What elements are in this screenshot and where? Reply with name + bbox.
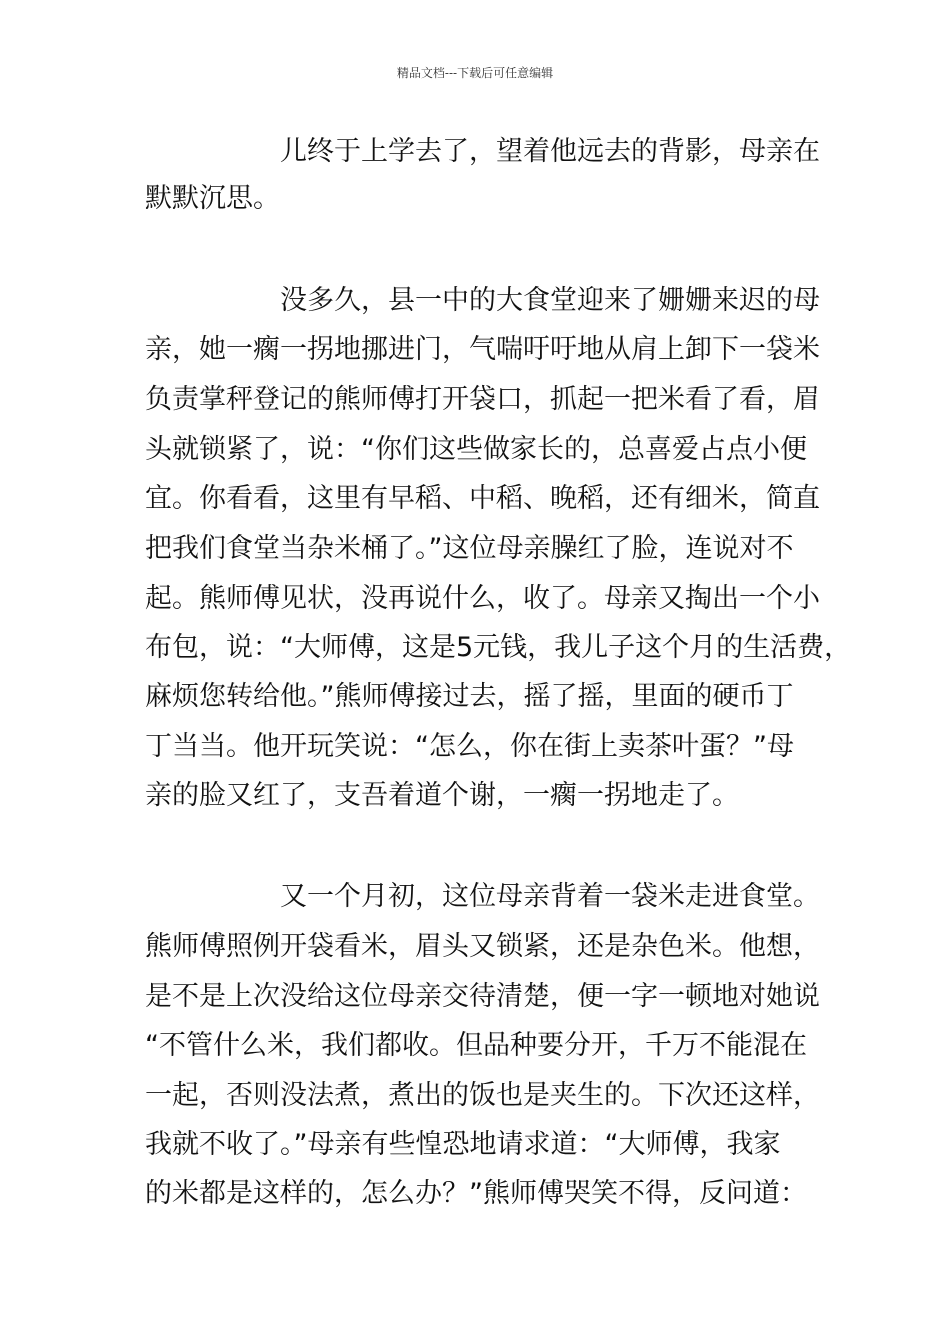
text-line: 没多久，县一中的大食堂迎来了姗姗来迟的母 [280,285,820,316]
text-line: 负责掌秤登记的熊师傅打开袋口，抓起一把米看了看，眉 [145,384,820,415]
text-line: 儿终于上学去了，望着他远去的背影，母亲在 [280,136,820,167]
text-line: 熊师傅照例开袋看米，眉头又锁紧，还是杂色米。他想， [145,931,820,962]
text-line: 又一个月初，这位母亲背着一袋米走进食堂。 [280,881,820,912]
text-line: 布包，说：“大师傅，这是5元钱，我儿子这个月的生活费， [145,632,852,663]
text-line: 起。熊师傅见状，没再说什么，收了。母亲又掏出一个小 [145,583,820,614]
text-line: 亲，她一瘸一拐地挪进门，气喘吁吁地从肩上卸下一袋米 [145,334,820,365]
text-line: 麻烦您转给他。”熊师傅接过去，摇了摇，里面的硬币丁 [145,681,794,712]
text-line: 一起，否则没法煮，煮出的饭也是夹生的。下次还这样， [145,1080,820,1111]
page-header: 精品文档---下载后可任意编辑 [396,66,554,80]
text-line: 是不是上次没给这位母亲交待清楚，便一字一顿地对她说 [145,981,820,1012]
text-line: 默默沉思。 [145,183,280,214]
text-line: 头就锁紧了，说：“你们这些做家长的，总喜爱占点小便 [145,434,807,465]
text-line: 我就不收了。”母亲有些惶恐地请求道：“大师傅，我家 [145,1129,781,1160]
text-line: 丁当当。他开玩笑说：“怎么，你在街上卖茶叶蛋？”母 [145,731,794,762]
text-line: 把我们食堂当杂米桶了。”这位母亲臊红了脸，连说对不 [145,533,794,564]
text-line: 亲的脸又红了，支吾着道个谢，一瘸一拐地走了。 [145,780,739,811]
text-line: 的米都是这样的，怎么办？”熊师傅哭笑不得，反问道： [145,1178,807,1209]
text-line: 宜。你看看，这里有早稻、中稻、晚稻，还有细米，简直 [145,483,820,514]
text-line: “不管什么米，我们都收。但品种要分开，千万不能混在 [145,1030,807,1061]
